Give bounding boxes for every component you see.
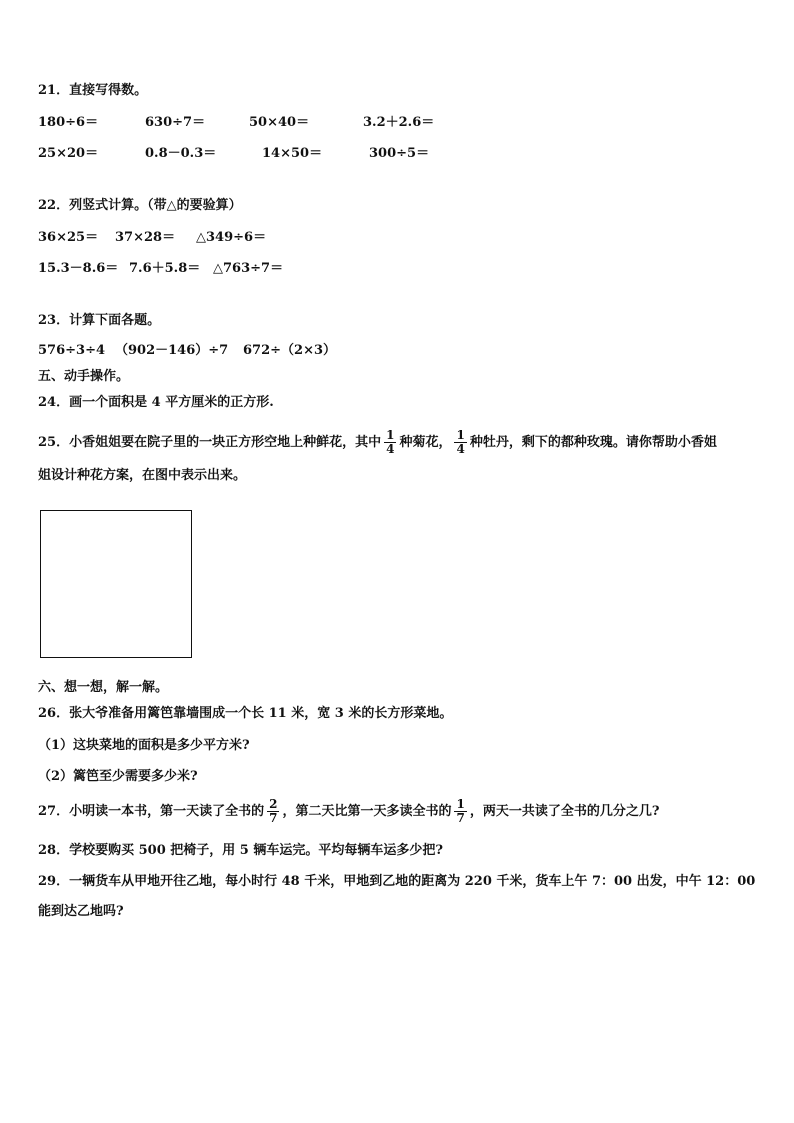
q23-item: （902－146）÷7	[115, 343, 229, 358]
q21-item: 14×50＝	[262, 146, 323, 161]
q22-item: 36×25＝	[38, 230, 99, 245]
q22-item: 37×28＝	[115, 230, 176, 245]
q22-item: 15.3－8.6＝	[38, 261, 119, 276]
q21-item: 3.2＋2.6＝	[363, 115, 435, 130]
q22-item: 7.6＋5.8＝	[129, 261, 201, 276]
q26-title: 26．张大爷准备用篱笆靠墙围成一个长 11 米，宽 3 米的长方形菜地。	[38, 706, 453, 721]
q27-text: ，第二天比第一天多读全书的	[282, 804, 452, 819]
q27-text: 27．小明读一本书，第一天读了全书的	[38, 804, 265, 819]
section-heading: 五、动手操作。	[38, 369, 130, 384]
q21-item: 50×40＝	[249, 115, 310, 130]
q28-text: 28．学校要购买 500 把椅子，用 5 辆车运完。平均每辆车运多少把?	[38, 843, 443, 858]
q21-item: 25×20＝	[38, 146, 99, 161]
q23-title: 23．计算下面各题。	[38, 313, 161, 328]
fraction: $\frac{1}{7}$	[456, 797, 465, 825]
q27-text: ，两天一共读了全书的几分之几?	[469, 804, 660, 819]
q22-item: △763÷7＝	[213, 261, 284, 276]
q21-item: 0.8－0.3＝	[145, 146, 217, 161]
fraction: $\frac{2}{7}$	[269, 797, 278, 825]
drawing-square	[40, 510, 192, 658]
q27-line	[38, 797, 659, 827]
fraction: $\frac{1}{4}$	[456, 428, 465, 456]
q21-title: 21．直接写得数。	[38, 83, 148, 98]
q22-item: △349÷6＝	[196, 230, 267, 245]
q26-sub1: （1）这块菜地的面积是多少平方米?	[38, 738, 250, 753]
fraction: $\frac{1}{4}$	[386, 428, 395, 456]
q25-text: 种牡丹，剩下的都种玫瑰。请你帮助小香姐	[469, 435, 717, 450]
q21-item: 630÷7＝	[145, 115, 206, 130]
q29-line2: 能到达乙地吗?	[38, 904, 124, 919]
q25-text: 种菊花，	[399, 435, 452, 450]
q23-item: 672÷（2×3）	[243, 343, 337, 358]
q26-sub2: （2）篱笆至少需要多少米?	[38, 769, 198, 784]
q23-item: 576÷3÷4	[38, 343, 106, 358]
q24-text: 24．画一个面积是 4 平方厘米的正方形.	[38, 395, 274, 410]
q21-item: 180÷6＝	[38, 115, 99, 130]
q29-line1: 29．一辆货车从甲地开往乙地，每小时行 48 千米，甲地到乙地的距离为 220 千米，货车上午 7：00 出发，中午 12：00	[38, 874, 756, 889]
q25-line2: 姐设计种花方案，在图中表示出来。	[38, 468, 247, 483]
q25-text: 25．小香姐姐要在院子里的一块正方形空地上种鲜花，其中	[38, 435, 382, 450]
q25-line1	[38, 428, 717, 458]
section-heading: 六、想一想，解一解。	[38, 680, 169, 695]
q21-item: 300÷5＝	[369, 146, 430, 161]
q22-title: 22．列竖式计算。（带△的要验算）	[38, 198, 242, 213]
